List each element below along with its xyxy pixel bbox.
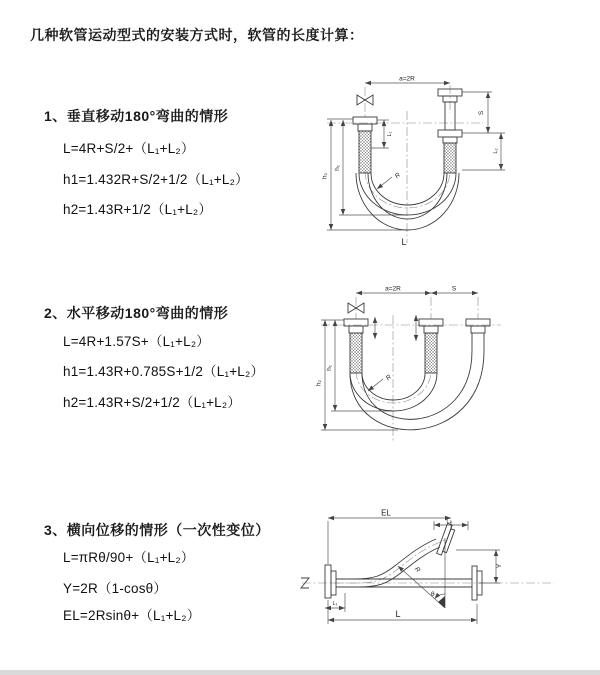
radius-label: R bbox=[413, 565, 422, 574]
dim-s-label: S bbox=[451, 285, 457, 293]
middle-hose-braid bbox=[425, 333, 437, 373]
section2-formula-h2: h2=1.43R+S/2+1/2（L₁+L₂） bbox=[63, 395, 242, 410]
section3-heading: 3、横向位移的情形（一次性变位） bbox=[44, 522, 270, 538]
radius-label: R bbox=[393, 171, 402, 180]
section3-formula-EL: EL=2Rsinθ+（L₁+L₂） bbox=[63, 608, 201, 623]
dim-a2r-label: a=2R bbox=[399, 75, 415, 83]
dim-h2-label: h₂ bbox=[315, 379, 323, 387]
section3-formula-Y: Y=2R（1-cosθ） bbox=[63, 581, 168, 596]
section1-formula-L: L=4R+S/2+（L₁+L₂） bbox=[63, 141, 195, 156]
section1-formula-h2: h2=1.43R+1/2（L₁+L₂） bbox=[63, 202, 213, 217]
diagram-lateral-displacement bbox=[298, 508, 590, 648]
radius-label: R bbox=[384, 373, 393, 382]
dimensions bbox=[322, 76, 506, 248]
theta-label: θ bbox=[431, 591, 435, 598]
u-bend-upper-outer bbox=[359, 173, 456, 215]
tilted-flange bbox=[437, 523, 456, 556]
left-hose-braid bbox=[359, 131, 371, 173]
section2-heading: 2、水平移动180°弯曲的情形 bbox=[44, 305, 229, 321]
dim-h1-label: h₁ bbox=[334, 165, 341, 171]
u-bend-pos2-inner bbox=[362, 351, 472, 419]
angle-wedge bbox=[438, 596, 445, 608]
section2-formula-L: L=4R+1.57S+（L₁+L₂） bbox=[63, 334, 210, 349]
dim-s-label: S bbox=[478, 110, 485, 116]
hose-assembly bbox=[353, 89, 462, 230]
dim-a2r-label: a=2R bbox=[385, 285, 401, 293]
dim-y-label: Y bbox=[496, 563, 503, 569]
u-bend-lower-inner bbox=[368, 173, 447, 219]
section2-formula-h1: h1=1.43R+0.785S+1/2（L₁+L₂） bbox=[63, 364, 265, 379]
section3-formula-L: L=πRθ/90+（L₁+L₂） bbox=[63, 550, 195, 565]
centerlines bbox=[302, 539, 554, 583]
diagram-horizontal-180-bend bbox=[313, 283, 571, 455]
dim-h1-label: h₁ bbox=[326, 365, 333, 371]
dim-l2-label: L₂ bbox=[493, 148, 499, 154]
dim-l1-label: L₁ bbox=[332, 601, 338, 607]
dim-l-label: L bbox=[395, 609, 401, 619]
u-bend-pos1-inner bbox=[362, 373, 425, 400]
dim-l1-label: L₁ bbox=[387, 131, 393, 137]
dimensions bbox=[316, 286, 479, 431]
length-label: L bbox=[401, 237, 407, 247]
right-lower-flange bbox=[438, 130, 462, 137]
dim-l2-label: L₂ bbox=[446, 518, 452, 525]
left-flange bbox=[325, 565, 331, 598]
diagram-vertical-180-bend bbox=[313, 73, 571, 251]
dim-h2-label: h₂ bbox=[321, 172, 329, 180]
section1-heading: 1、垂直移动180°弯曲的情形 bbox=[44, 108, 229, 124]
s-curve-hose-wall-top bbox=[336, 539, 436, 579]
right-hose-braid bbox=[444, 143, 456, 173]
page-title: 几种软管运动型式的安装方式时，软管的长度计算： bbox=[30, 27, 364, 43]
page-bottom-edge bbox=[0, 670, 600, 675]
s-curve-hose-wall-bottom bbox=[336, 547, 440, 587]
u-bend-upper-inner bbox=[371, 173, 444, 205]
dim-el-label: EL bbox=[381, 508, 391, 518]
left-hose-braid bbox=[350, 333, 362, 373]
section1-formula-h1: h1=1.432R+S/2+1/2（L₁+L₂） bbox=[63, 172, 249, 187]
